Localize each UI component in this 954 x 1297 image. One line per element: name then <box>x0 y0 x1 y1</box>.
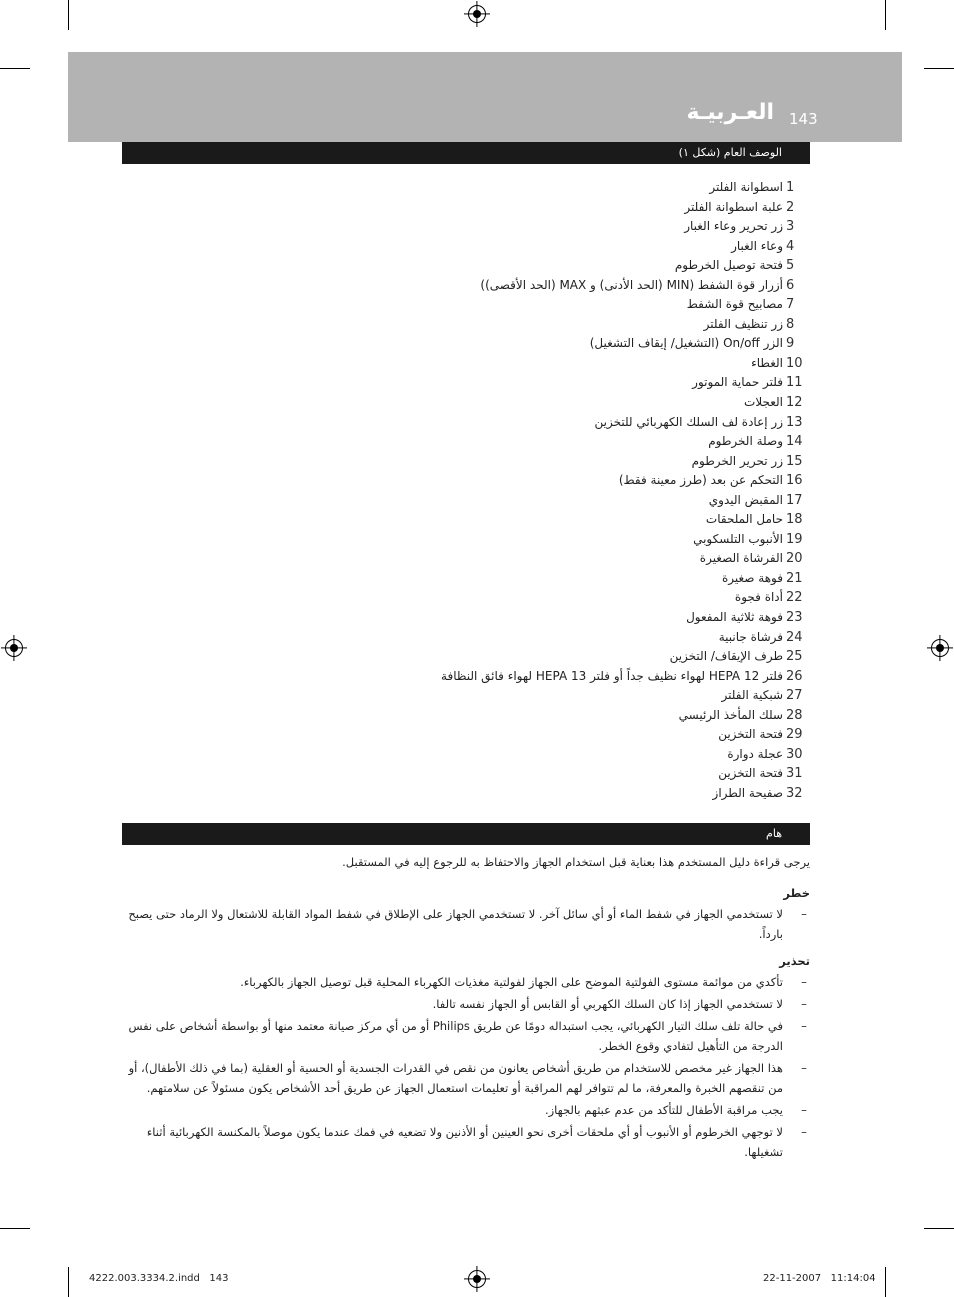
crop-mark <box>68 1267 69 1297</box>
part-label: فوهة صغيرة <box>721 570 783 585</box>
crop-mark <box>885 0 886 30</box>
bullet-dash-icon: – <box>801 1103 807 1117</box>
bullet-item <box>122 1122 810 1162</box>
part-label: الفرشاة الصغيرة <box>699 551 783 566</box>
part-item <box>122 258 810 278</box>
part-label: صفيحة الطراز <box>712 785 783 800</box>
part-label: الأنبوب التلسكوبي <box>693 531 783 546</box>
part-item <box>122 375 810 395</box>
part-label: الزر On/off (التشغيل/ إيقاف التشغيل) <box>589 336 783 351</box>
bullet-text: يجب مراقبة الأطفال للتأكد من عدم عبثهم بالجهاز. <box>544 1103 783 1117</box>
part-label: اسطوانة الفلتر <box>709 180 783 194</box>
part-label: شبكية الفلتر <box>721 688 783 703</box>
part-label: حامل الملحقات <box>705 512 783 527</box>
bullet-dash-icon: – <box>801 1125 807 1139</box>
part-item <box>122 493 810 513</box>
registration-mark-icon <box>931 639 949 657</box>
crop-mark <box>0 68 30 69</box>
part-item <box>122 669 810 689</box>
part-number: 22 <box>786 590 803 606</box>
bullet-dash-icon: – <box>801 1019 807 1033</box>
part-item <box>122 473 810 493</box>
part-label: مصابيح قوة الشفط <box>686 297 783 312</box>
part-item <box>122 610 810 630</box>
footer-file-info: 4222.003.3334.2.indd 143 <box>89 1273 229 1284</box>
intro-paragraph: يرجى قراءة دليل المستخدم هذا بعناية قبل استخدام الجهاز والاحتفاظ به للرجوع إليه في المستقبل. <box>342 855 810 869</box>
part-label: أزرار قوة الشفط (MIN (الحد الأدنى) و MAX (الحد الأقصى)) <box>480 277 783 292</box>
crop-mark <box>924 1228 954 1229</box>
part-number: 32 <box>786 785 803 801</box>
bullet-dash-icon: – <box>801 1061 807 1075</box>
part-number: 1 <box>786 180 795 195</box>
part-item <box>122 200 810 220</box>
bullet-text: لا تستخدمي الجهاز إذا كان السلك الكهربي أو القابس أو الجهاز نفسه تالفا. <box>432 997 783 1011</box>
part-number: 23 <box>786 610 803 626</box>
part-item <box>122 454 810 474</box>
part-number: 31 <box>786 766 803 782</box>
bullet-item <box>122 1058 810 1098</box>
part-number: 3 <box>786 219 795 235</box>
part-number: 25 <box>786 649 803 665</box>
crop-mark <box>924 68 954 69</box>
part-number: 6 <box>786 277 795 293</box>
part-number: 29 <box>786 727 803 743</box>
danger-heading: خطر <box>783 886 810 900</box>
registration-mark-icon <box>468 1270 486 1288</box>
part-item <box>122 727 810 747</box>
bullet-text: لا توجهي الخرطوم أو الأنبوب أو أي ملحقات أخرى نحو العينين أو الأذنين ولا تضعيه في فمك عندما يكون موصلاً بالمكنسة الكهربائية أثناء تشغيلها. <box>146 1125 783 1159</box>
part-item <box>122 786 810 806</box>
bullet-item <box>122 1100 810 1120</box>
part-item <box>122 590 810 610</box>
part-label: أداة فجوة <box>734 590 783 605</box>
part-label: فوهة ثلاثية المفعول <box>686 610 783 625</box>
part-item <box>122 278 810 298</box>
part-item <box>122 571 810 591</box>
bullet-text: هذا الجهاز غير مخصص للاستخدام من طريق أشخاص يعانون من نقص في القدرات الجسدية أو الحسية أو العقلية (بما في ذلك الأطفال)، أو من تنقصهم الخبرة والمعرفة، ما لم تتوافر لهم المراقبة أو تعليمات استعمال الجهاز عن طريق أحد الأشخاص يكون مسئولاً عن سلامتهم. <box>128 1061 783 1095</box>
bullet-item <box>122 1016 810 1056</box>
part-number: 24 <box>786 629 803 645</box>
part-label: التحكم عن بعد (طرز معينة فقط) <box>618 473 783 488</box>
part-item <box>122 415 810 435</box>
crop-mark <box>0 1228 30 1229</box>
part-label: فلتر حماية الموتور <box>692 375 783 390</box>
part-number: 8 <box>786 316 795 332</box>
bullet-text: تأكدي من موائمة مستوى الفولتية الموضح على الجهاز لفولتية مغذيات الكهرباء المحلية قبل توصيل الجهاز بالكهرباء. <box>240 975 783 989</box>
part-item <box>122 688 810 708</box>
part-number: 28 <box>786 707 803 723</box>
part-number: 19 <box>786 531 803 547</box>
crop-mark <box>68 0 69 30</box>
bullet-item <box>122 972 810 992</box>
part-label: زر تنظيف الفلتر <box>703 316 783 331</box>
part-number: 7 <box>786 297 795 313</box>
part-item <box>122 551 810 571</box>
header-band <box>68 52 902 142</box>
part-label: الغطاء <box>751 355 783 370</box>
footer-datetime: 22-11-2007 11:14:04 <box>763 1273 876 1284</box>
warning-list <box>122 972 810 1164</box>
parts-list <box>122 180 810 806</box>
warning-heading: تحذير <box>779 954 810 968</box>
bullet-dash-icon: – <box>801 975 807 989</box>
part-item <box>122 317 810 337</box>
crop-mark <box>885 1267 886 1297</box>
bullet-dash-icon: – <box>801 997 807 1011</box>
part-number: 4 <box>786 238 795 254</box>
part-number: 13 <box>786 414 803 430</box>
page-number: 143 <box>789 110 818 128</box>
part-item <box>122 649 810 669</box>
bullet-item <box>122 994 810 1014</box>
bullet-dash-icon: – <box>801 907 807 921</box>
part-label: المقبض اليدوي <box>708 492 783 507</box>
part-item <box>122 630 810 650</box>
part-item <box>122 180 810 200</box>
section-title-important: هام <box>122 823 810 845</box>
part-item <box>122 219 810 239</box>
part-number: 5 <box>786 258 795 274</box>
part-label: طرف الإيقاف/ التخزين <box>669 649 783 664</box>
bullet-item <box>122 904 810 944</box>
part-item <box>122 512 810 532</box>
part-label: فتحة التخزين <box>718 766 783 781</box>
part-label: فتحة التخزين <box>718 727 783 742</box>
part-number: 9 <box>786 336 795 352</box>
part-number: 2 <box>786 199 795 215</box>
part-item <box>122 239 810 259</box>
part-label: زر إعادة لف السلك الكهربائي للتخزين <box>594 414 783 429</box>
part-number: 21 <box>786 570 803 586</box>
part-number: 11 <box>786 375 803 391</box>
part-number: 10 <box>786 355 803 371</box>
part-number: 14 <box>786 434 803 450</box>
part-number: 18 <box>786 512 803 528</box>
part-item <box>122 708 810 728</box>
part-number: 27 <box>786 688 803 704</box>
part-label: علبة اسطوانة الفلتر <box>684 199 783 214</box>
part-label: عجلة دوارة <box>727 746 783 761</box>
part-number: 26 <box>786 668 803 684</box>
part-item <box>122 395 810 415</box>
part-number: 16 <box>786 473 803 489</box>
registration-mark-icon <box>5 639 23 657</box>
part-label: زر تحرير وعاء الغبار <box>684 219 783 234</box>
part-item <box>122 766 810 786</box>
part-label: العجلات <box>744 395 783 410</box>
bullet-text: في حالة تلف سلك التيار الكهربائي، يجب استبداله دومًا عن طريق Philips أو من أي مركز صيانة معتمد منها أو بواسطة أشخاص على نفس الدرجة من التأهيل لتفادي وقوع الخطر. <box>128 1019 783 1053</box>
part-label: وعاء الغبار <box>731 238 783 253</box>
part-label: زر تحرير الخرطوم <box>691 453 783 468</box>
part-label: فتحة توصيل الخرطوم <box>674 258 783 273</box>
part-item <box>122 747 810 767</box>
part-item <box>122 336 810 356</box>
section-title-general-description: الوصف العام (شكل ١) <box>122 142 810 164</box>
part-item <box>122 297 810 317</box>
part-number: 30 <box>786 746 803 762</box>
part-number: 17 <box>786 492 803 508</box>
part-label: وصلة الخرطوم <box>708 434 783 449</box>
language-title: العـربيـة <box>686 100 774 125</box>
part-label: سلك المأخذ الرئيسي <box>678 707 783 722</box>
part-item <box>122 434 810 454</box>
part-label: فلتر HEPA 12 لهواء نظيف جداً أو فلتر HEPA 13 لهواء فائق النظافة <box>441 668 783 683</box>
part-item <box>122 532 810 552</box>
part-item <box>122 356 810 376</box>
bullet-text: لا تستخدمي الجهاز في شفط الماء أو أي سائل آخر. لا تستخدمي الجهاز على الإطلاق في شفط المواد القابلة للاشتعال ولا الرماد حتى يصبح بارداً. <box>128 907 783 941</box>
registration-mark-icon <box>468 5 486 23</box>
part-label: فرشاة جانبية <box>718 629 783 644</box>
part-number: 20 <box>786 551 803 567</box>
danger-list <box>122 904 810 946</box>
part-number: 12 <box>786 395 803 411</box>
part-number: 15 <box>786 453 803 469</box>
